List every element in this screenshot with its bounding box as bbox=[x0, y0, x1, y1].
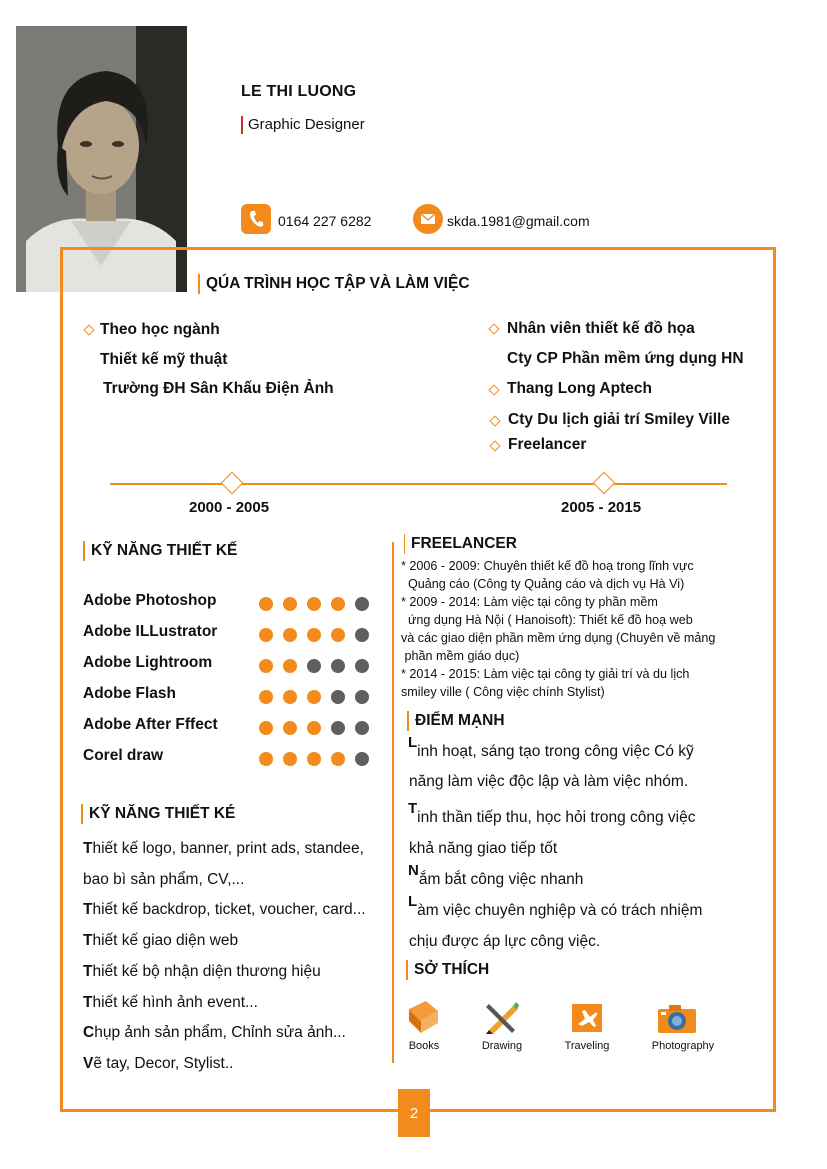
design-skill-text: hiết kế giao diện web bbox=[92, 932, 239, 950]
rating-dot-filled bbox=[283, 659, 297, 673]
strength-line bbox=[409, 773, 688, 791]
education-line: Thiết kế mỹ thuật bbox=[100, 351, 228, 368]
freelancer-line: ứng dụng Hà Nội ( Hanoisoft): Thiết kế đồ hoạ web bbox=[401, 613, 693, 627]
design-skill-line bbox=[83, 840, 364, 858]
strength-initial: T bbox=[408, 800, 418, 817]
design-skill-line bbox=[83, 1055, 233, 1073]
skill-name: Adobe Flash bbox=[83, 685, 177, 702]
phone-icon bbox=[241, 204, 271, 234]
timeline-line bbox=[110, 483, 727, 485]
rating-dot-filled bbox=[259, 721, 273, 735]
job-title: Graphic Designer bbox=[241, 116, 365, 134]
work-line: Thang Long Aptech bbox=[507, 380, 652, 397]
rating-dot-filled bbox=[259, 628, 273, 642]
freelancer-line: phần mềm giáo dục) bbox=[401, 649, 520, 663]
design-skill-text: hiết kế logo, banner, print ads, standee, bbox=[92, 840, 364, 857]
rating-dot-empty bbox=[355, 597, 369, 611]
skill-name: Adobe After Fffect bbox=[83, 716, 218, 733]
section-heading-freelancer: FREELANCER bbox=[404, 534, 517, 554]
work-line: Freelancer bbox=[508, 436, 587, 453]
page-number: 2 bbox=[398, 1089, 430, 1137]
rating-dot-empty bbox=[355, 752, 369, 766]
strength-line bbox=[408, 862, 584, 889]
strength-text: inh thần tiếp thu, học hỏi trong công việc bbox=[417, 809, 696, 826]
strength-text: inh hoạt, sáng tạo trong công việc Có kỹ bbox=[417, 743, 694, 760]
design-skill-initial: V bbox=[83, 1054, 94, 1072]
section-heading-hobbies: SỞ THÍCH bbox=[406, 960, 489, 980]
strength-line bbox=[408, 893, 703, 920]
education-line: Theo học ngành bbox=[100, 321, 220, 338]
email-address: skda.1981@gmail.com bbox=[447, 213, 590, 229]
design-skill-initial: T bbox=[83, 962, 93, 980]
design-skill-text: bao bì sản phẩm, CV,... bbox=[83, 870, 245, 888]
camera-icon bbox=[657, 1003, 697, 1040]
skill-name: Adobe Photoshop bbox=[83, 592, 217, 609]
design-skill-text: hiết kế hình ảnh event... bbox=[92, 993, 258, 1011]
rating-dot-empty bbox=[355, 721, 369, 735]
rating-dot-filled bbox=[259, 659, 273, 673]
strength-initial: N bbox=[408, 862, 419, 879]
email-icon bbox=[413, 204, 443, 234]
section-heading-design-skills: KỸ NĂNG THIẾT KÉ bbox=[81, 804, 235, 824]
design-skill-text: hụp ảnh sản phẩm, Chỉnh sửa ảnh... bbox=[94, 1024, 346, 1042]
strength-line bbox=[408, 800, 696, 827]
education-line: Trường ĐH Sân Khấu Điện Ảnh bbox=[103, 380, 334, 397]
work-line: Cty Du lịch giải trí Smiley Ville bbox=[508, 411, 730, 428]
skill-name: Adobe Lightroom bbox=[83, 654, 213, 671]
strength-text: năng làm việc độc lập và làm việc nhóm. bbox=[409, 773, 689, 790]
freelancer-line: * 2009 - 2014: Làm việc tại công ty phần mềm bbox=[401, 595, 658, 609]
rating-dot-filled bbox=[259, 752, 273, 766]
hobby-label: Books bbox=[408, 1040, 440, 1052]
design-skill-initial: T bbox=[83, 901, 93, 919]
airplane-icon bbox=[572, 1004, 602, 1037]
rating-dot-filled bbox=[307, 690, 321, 704]
design-skill-line bbox=[83, 932, 238, 950]
freelancer-line: * 2014 - 2015: Làm việc tại công ty giải trí và du lịch bbox=[401, 667, 690, 681]
strength-line bbox=[409, 933, 600, 951]
section-heading-education-work: QÚA TRÌNH HỌC TẬP VÀ LÀM VIỆC bbox=[198, 274, 470, 294]
rating-dot-filled bbox=[283, 628, 297, 642]
skill-name: Adobe ILLustrator bbox=[83, 623, 218, 640]
strength-line bbox=[409, 840, 557, 858]
period-right: 2005 - 2015 bbox=[561, 499, 642, 516]
rating-dot-filled bbox=[331, 752, 345, 766]
rating-dot-empty bbox=[331, 721, 345, 735]
strength-text: chịu được áp lực công việc. bbox=[409, 933, 601, 950]
strength-initial: L bbox=[408, 734, 418, 751]
rating-dot-filled bbox=[331, 597, 345, 611]
design-skill-text: hiết kế backdrop, ticket, voucher, card... bbox=[92, 901, 366, 919]
design-skill-line bbox=[83, 871, 244, 889]
rating-dot-filled bbox=[259, 690, 273, 704]
design-skill-text: ẽ tay, Decor, Stylist.. bbox=[93, 1054, 234, 1072]
strength-text: àm việc chuyên nghiệp và có trách nhiệm bbox=[417, 902, 703, 919]
hobby-label: Drawing bbox=[481, 1040, 523, 1052]
design-skill-line bbox=[83, 994, 258, 1012]
freelancer-line: Quảng cáo (Công ty Quảng cáo và dịch vụ Hà Vi) bbox=[401, 577, 685, 591]
rating-dot-empty bbox=[355, 628, 369, 642]
rating-dot-filled bbox=[331, 628, 345, 642]
column-divider bbox=[392, 542, 394, 1063]
rating-dot-filled bbox=[283, 690, 297, 704]
rating-dot-filled bbox=[307, 752, 321, 766]
design-skill-line bbox=[83, 963, 321, 981]
rating-dot-filled bbox=[283, 597, 297, 611]
design-skill-line bbox=[83, 1024, 346, 1042]
phone-number: 0164 227 6282 bbox=[278, 213, 372, 229]
rating-dot-empty bbox=[331, 690, 345, 704]
rating-dot-filled bbox=[283, 721, 297, 735]
section-heading-skills: KỸ NĂNG THIẾT KẾ bbox=[83, 541, 237, 561]
work-line: Cty CP Phần mềm ứng dụng HN bbox=[507, 350, 744, 367]
rating-dot-filled bbox=[283, 752, 297, 766]
design-skill-initial: T bbox=[83, 932, 93, 950]
strength-line bbox=[408, 734, 694, 761]
rating-dot-empty bbox=[355, 659, 369, 673]
rating-dot-filled bbox=[307, 597, 321, 611]
section-heading-strengths: ĐIỂM MẠNH bbox=[407, 711, 505, 731]
rating-dot-empty bbox=[355, 690, 369, 704]
work-line: Nhân viên thiết kế đồ họa bbox=[507, 320, 695, 337]
rating-dot-empty bbox=[307, 659, 321, 673]
freelancer-line: và các giao diện phần mềm ứng dụng (Chuyên về mảng bbox=[401, 631, 716, 645]
rating-dot-filled bbox=[307, 721, 321, 735]
strength-text: khả năng giao tiếp tốt bbox=[409, 840, 558, 857]
books-icon bbox=[406, 999, 440, 1040]
rating-dot-empty bbox=[331, 659, 345, 673]
strength-initial: L bbox=[408, 893, 418, 910]
hobby-label: Traveling bbox=[564, 1040, 610, 1052]
hobby-label: Photography bbox=[651, 1040, 715, 1052]
strength-text: ắm bắt công việc nhanh bbox=[418, 871, 584, 888]
skill-name: Corel draw bbox=[83, 747, 164, 764]
freelancer-details bbox=[401, 557, 771, 701]
design-skill-line bbox=[83, 901, 366, 919]
freelancer-line: * 2006 - 2009: Chuyên thiết kế đồ hoạ trong lĩnh vực bbox=[401, 559, 694, 573]
rating-dot-filled bbox=[307, 628, 321, 642]
freelancer-line: smiley ville ( Công việc chính Stylist) bbox=[401, 685, 605, 699]
period-left: 2000 - 2005 bbox=[189, 499, 270, 516]
design-skill-initial: T bbox=[83, 840, 93, 857]
rating-dot-filled bbox=[259, 597, 273, 611]
design-skill-initial: T bbox=[83, 993, 93, 1011]
drawing-icon bbox=[485, 1000, 519, 1039]
person-name: LE THI LUONG bbox=[241, 83, 357, 100]
design-skill-text: hiết kế bộ nhận diện thương hiệu bbox=[92, 962, 321, 980]
design-skill-initial: C bbox=[83, 1024, 95, 1042]
